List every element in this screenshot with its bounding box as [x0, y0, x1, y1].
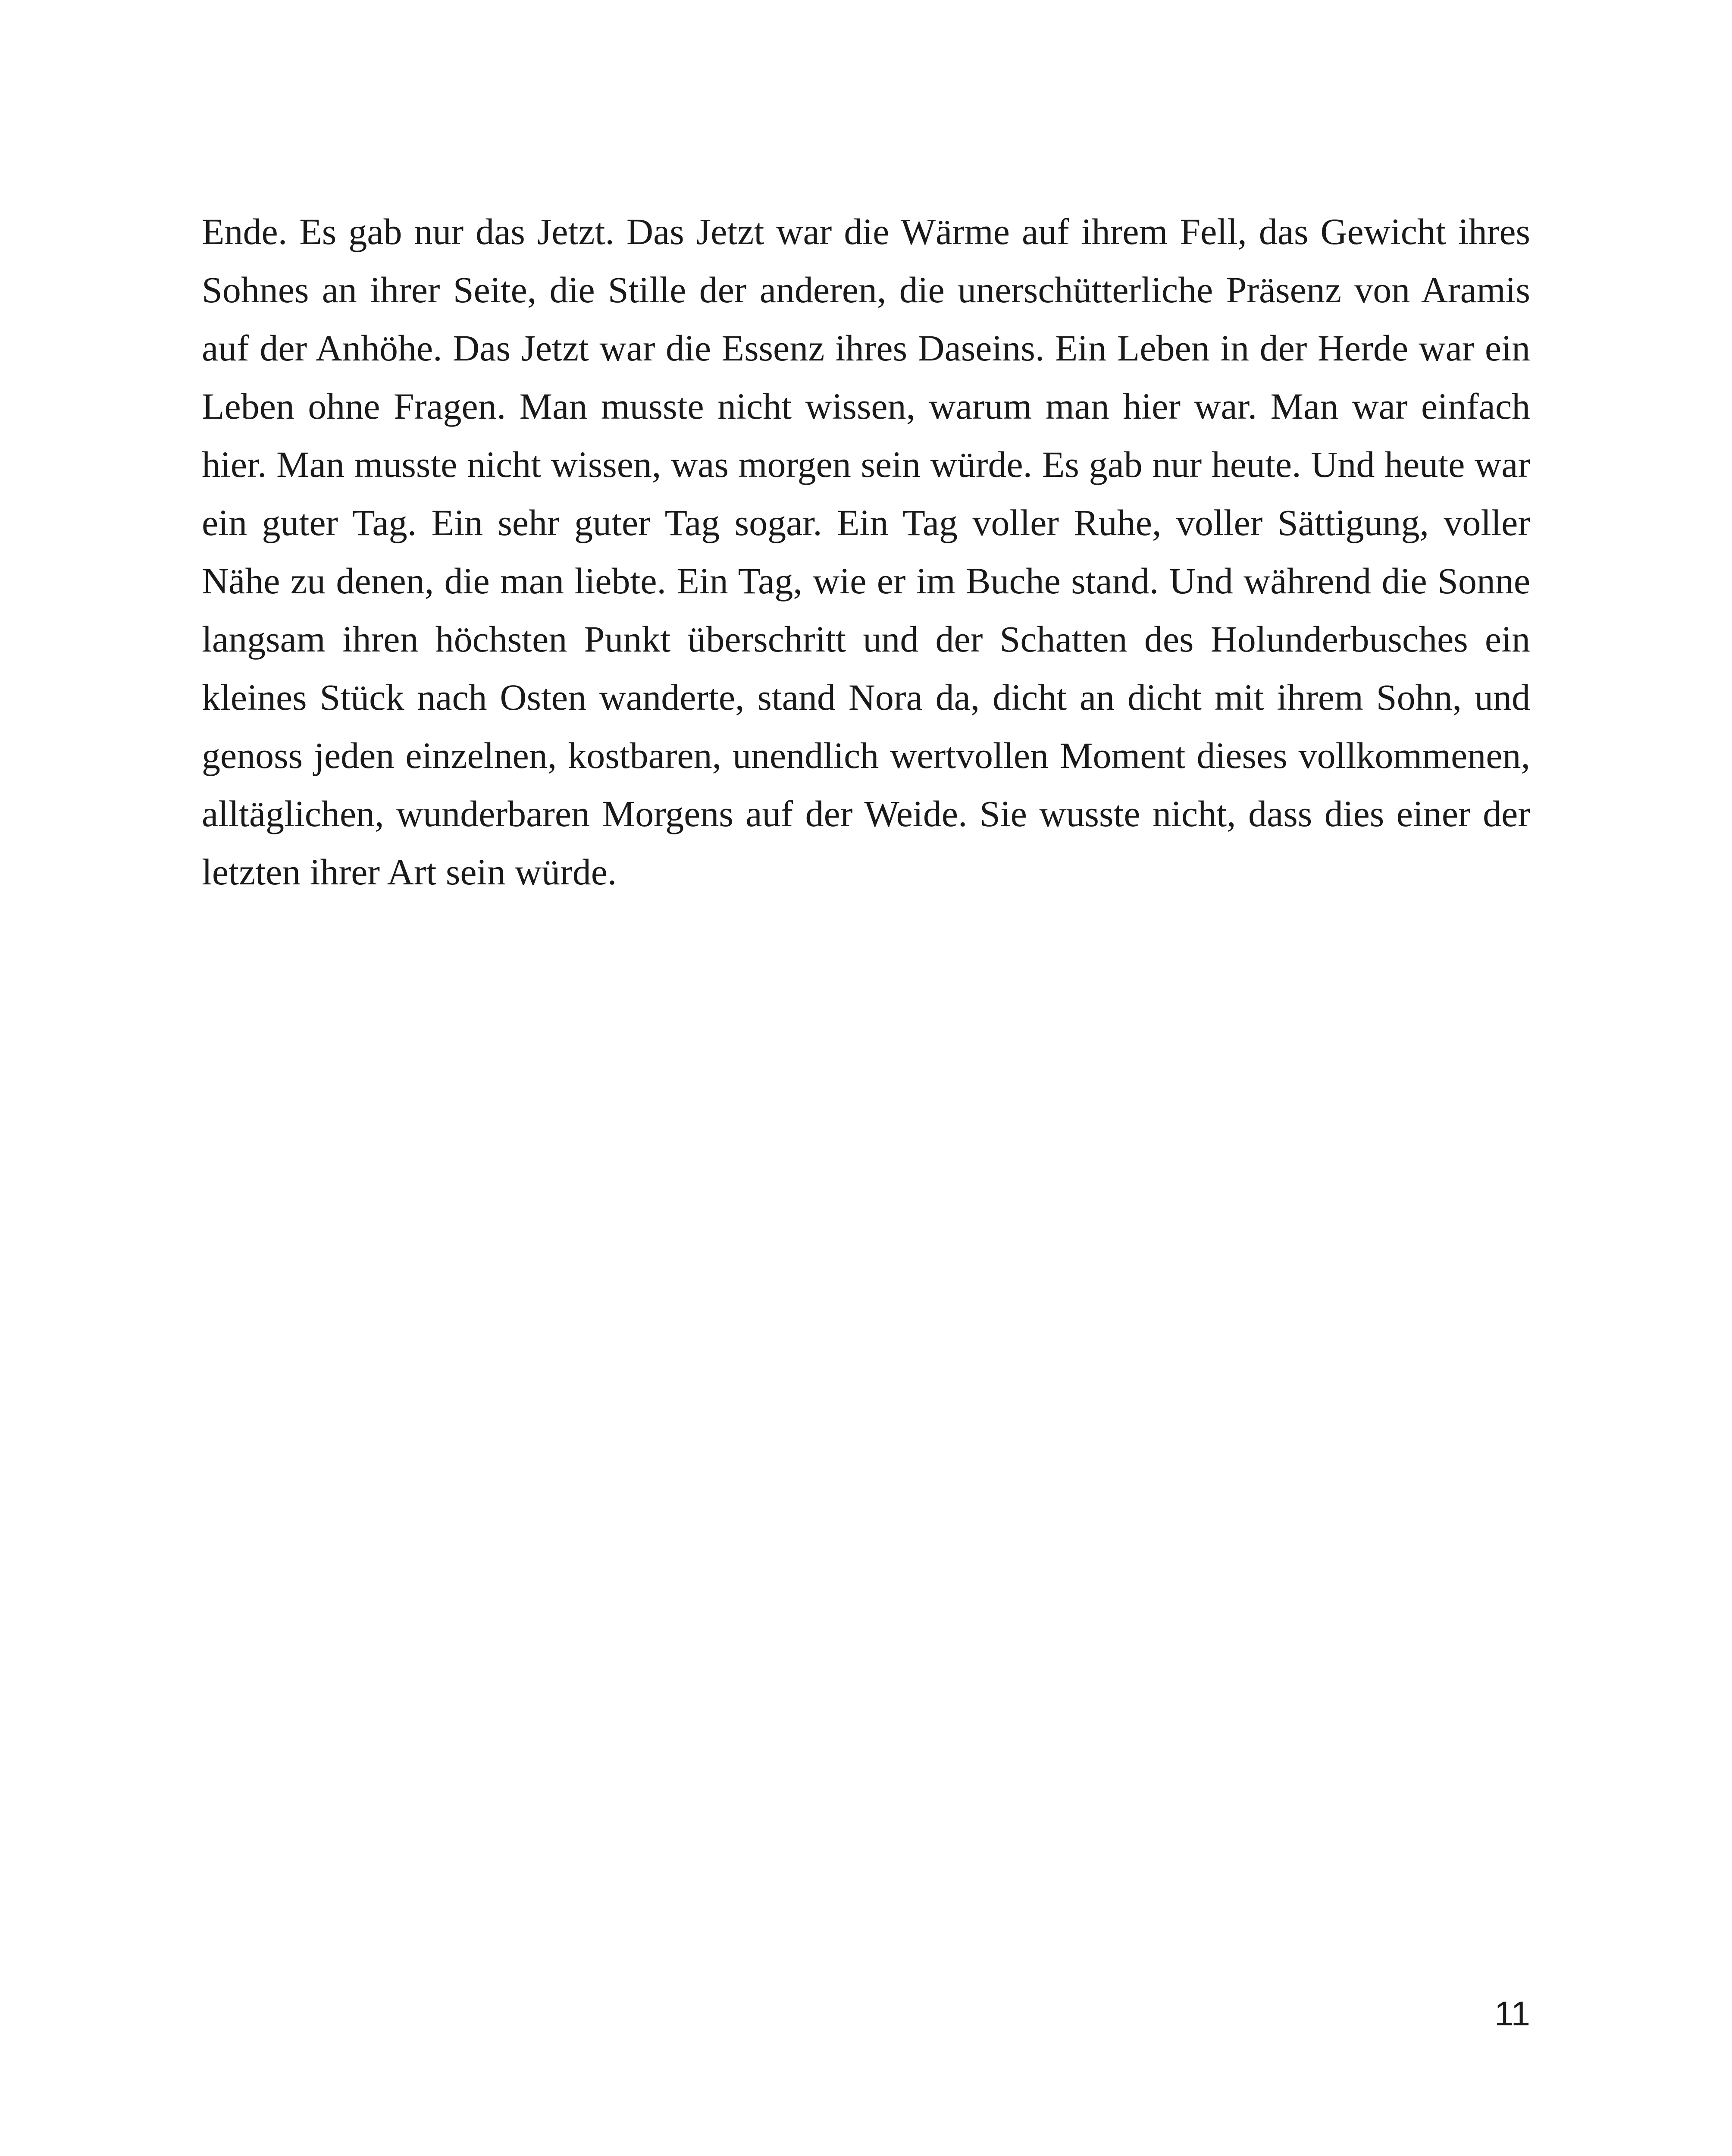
page-number: 11 [1494, 1994, 1530, 2033]
body-paragraph: Ende. Es gab nur das Jetzt. Das Jetzt war die Wärme auf ihrem Fell, das Gewicht ihres Sohnes an ihrer Seite, die Stille der anderen, die unerschütterliche Präsenz von Aramis auf der Anhöhe. Das Jetzt war die Essenz ihres Daseins. Ein Leben in der Herde war ein Leben ohne Fragen. Man musste nicht wissen, warum man hier war. Man war einfach hier. Man musste nicht wissen, was morgen sein würde. Es gab nur heute. Und heute war ein guter Tag. Ein sehr guter Tag sogar. Ein Tag voller Ruhe, voller Sättigung, voller Nähe zu denen, die man liebte. Ein Tag, wie er im Buche stand. Und während die Sonne langsam ihren höchsten Punkt überschritt und der Schatten des Holunderbusches ein kleines Stück nach Osten wanderte, stand Nora da, dicht an dicht mit ihrem Sohn, und genoss jeden einzelnen, kostbaren, unendlich wertvollen Moment dieses vollkommenen, alltäglichen, wunderbaren Morgens auf der Weide. Sie wusste nicht, dass dies einer der letzten ihrer Art sein würde. [202, 211, 1530, 893]
